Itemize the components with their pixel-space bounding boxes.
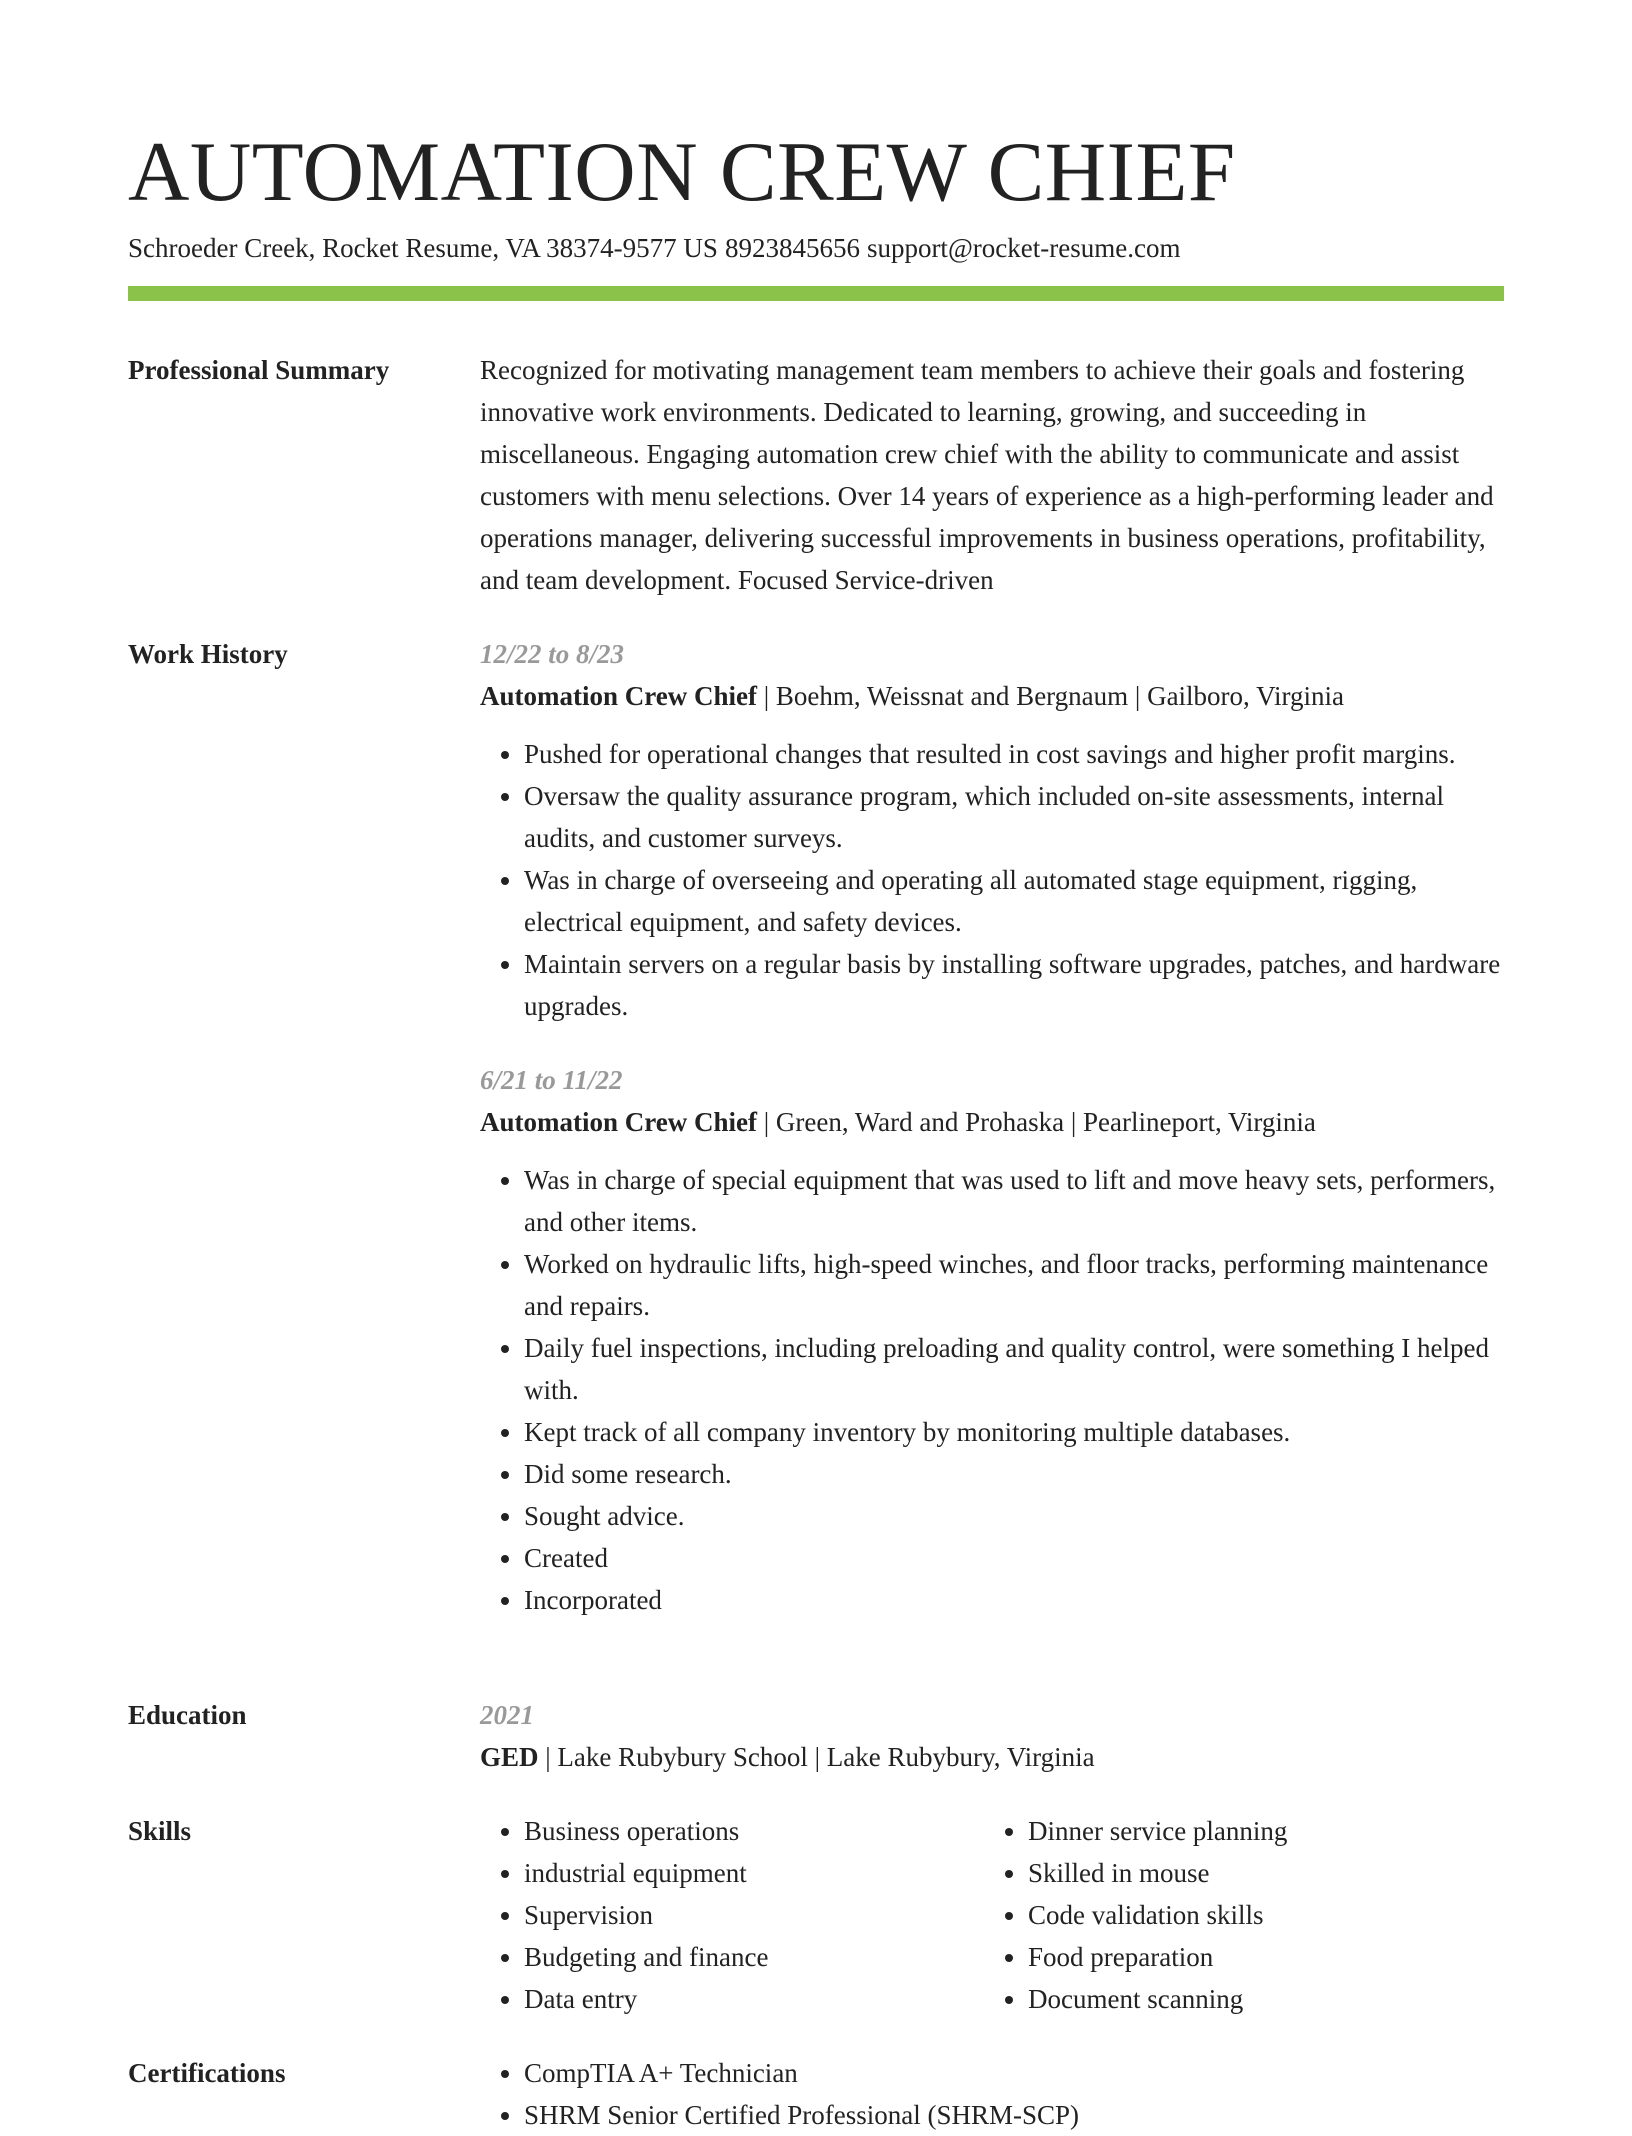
list-item: • SHRM Senior Certified Professional (SHRM-SCP) xyxy=(524,2094,1504,2136)
education-details: | Lake Rubybury School | Lake Rubybury, Virginia xyxy=(538,1742,1095,1772)
skills-columns xyxy=(480,1810,1504,2020)
list-item: • Created xyxy=(524,1537,1504,1579)
list-item: • Was in charge of overseeing and operating all automated stage equipment, rigging, electrical equipment, and safety devices. xyxy=(524,859,1504,943)
job-bullets xyxy=(480,733,1504,1027)
skills-heading: Skills xyxy=(128,1816,192,1846)
education-body xyxy=(480,1694,1504,1778)
job-entry xyxy=(480,1059,1504,1621)
list-item: • Oversaw the quality assurance program, which included on-site assessments, internal audits, and customer surveys. xyxy=(524,775,1504,859)
list-item: • CompTIA A+ Technician xyxy=(524,2052,1504,2094)
list-item: • Worked on hydraulic lifts, high-speed winches, and floor tracks, performing maintenance and repairs. xyxy=(524,1243,1504,1327)
list-item: • Incorporated xyxy=(524,1579,1504,1621)
list-item: • Skilled in mouse xyxy=(1028,1852,1504,1894)
list-item: • Daily fuel inspections, including preloading and quality control, were something I helped with. xyxy=(524,1327,1504,1411)
job-heading xyxy=(480,1101,1504,1143)
contact-phone: 8923845656 xyxy=(724,233,860,263)
certifications-heading: Certifications xyxy=(128,2058,286,2088)
skills-list-1 xyxy=(480,1810,984,2020)
education-line xyxy=(480,1736,1504,1778)
list-item: • Code validation skills xyxy=(1028,1894,1504,1936)
education-date: 2021 xyxy=(480,1700,534,1730)
list-item: • Pushed for operational changes that resulted in cost savings and higher profit margins. xyxy=(524,733,1504,775)
accent-divider xyxy=(128,286,1504,301)
list-item: • Food preparation xyxy=(1028,1936,1504,1978)
work-history-heading: Work History xyxy=(128,639,288,669)
list-item: • Maintain servers on a regular basis by installing software upgrades, patches, and hardware upgrades. xyxy=(524,943,1504,1027)
job-dates: 6/21 to 11/22 xyxy=(480,1065,623,1095)
list-item: • Budgeting and finance xyxy=(524,1936,984,1978)
contact-email[interactable]: support@rocket-resume.com xyxy=(866,233,1181,263)
certifications-list xyxy=(480,2052,1504,2136)
summary-heading: Professional Summary xyxy=(128,355,390,385)
job-heading xyxy=(480,675,1504,717)
list-item: • Kept track of all company inventory by monitoring multiple databases. xyxy=(524,1411,1504,1453)
list-item: • Data entry xyxy=(524,1978,984,2020)
job-title: Automation Crew Chief xyxy=(480,681,757,711)
certifications-body xyxy=(480,2052,1504,2136)
list-item: • Dinner service planning xyxy=(1028,1810,1504,1852)
job-details: | Green, Ward and Prohaska | Pearlineport, Virginia xyxy=(756,1107,1316,1137)
skills-column-1 xyxy=(480,1810,984,2020)
list-item: • Did some research. xyxy=(524,1453,1504,1495)
contact-address: Schroeder Creek, Rocket Resume, VA 38374-9577 US xyxy=(128,233,718,263)
summary-body xyxy=(480,349,1504,601)
list-item: • industrial equipment xyxy=(524,1852,984,1894)
skills-list-2 xyxy=(984,1810,1504,2020)
job-dates: 12/22 to 8/23 xyxy=(480,639,625,669)
education-heading: Education xyxy=(128,1700,247,1730)
job-entry xyxy=(480,633,1504,1027)
contact-line xyxy=(128,233,1187,264)
skills-column-2 xyxy=(984,1810,1504,2020)
list-item: • Supervision xyxy=(524,1894,984,1936)
education-degree: GED xyxy=(480,1742,539,1772)
job-bullets xyxy=(480,1159,1504,1621)
list-item: • Sought advice. xyxy=(524,1495,1504,1537)
job-details: | Boehm, Weissnat and Bergnaum | Gailboro, Virginia xyxy=(756,681,1344,711)
list-item: • Was in charge of special equipment that was used to lift and move heavy sets, performers, and other items. xyxy=(524,1159,1504,1243)
work-history-body xyxy=(480,633,1504,1621)
candidate-name: AUTOMATION CREW CHIEF xyxy=(128,125,1236,219)
list-item: • Document scanning xyxy=(1028,1978,1504,2020)
skills-body xyxy=(480,1810,1504,2020)
summary-text: Recognized for motivating management team members to achieve their goals and fostering innovative work environments. Dedicated to learning, growing, and succeeding in miscellaneous. Engaging automation crew chief with the ability to communicate and assist customers with menu selections. Over 14 years of experience as a high-performing leader and operations manager, delivering successful improvements in business operations, profitability, and team development. Focused Service-driven xyxy=(480,355,1494,595)
job-title: Automation Crew Chief xyxy=(480,1107,757,1137)
list-item: • Business operations xyxy=(524,1810,984,1852)
